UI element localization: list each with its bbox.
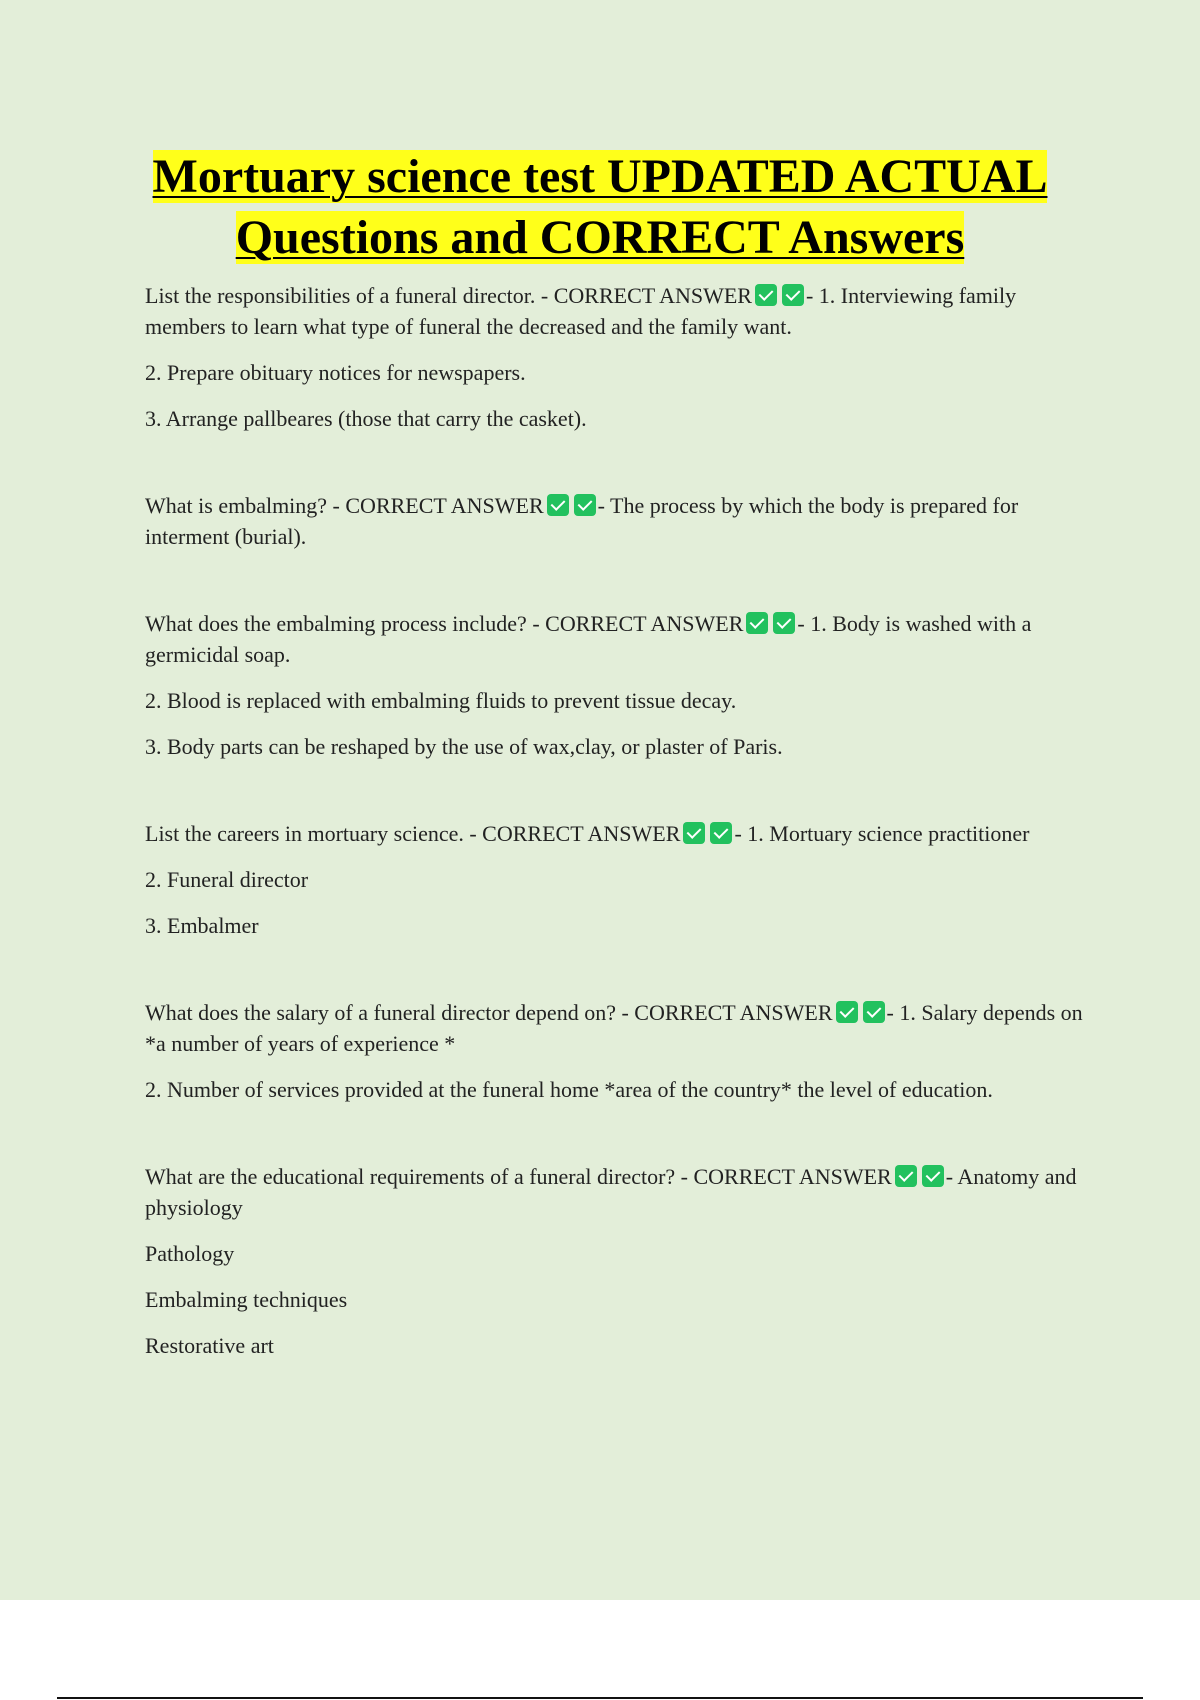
qa-item bbox=[145, 490, 1085, 552]
answer-text: - 1. Salary depends on *a number of years of experience * bbox=[145, 1000, 1083, 1056]
check-icon bbox=[710, 822, 732, 844]
question-text: What does the embalming process include? - CORRECT ANSWER bbox=[145, 611, 744, 636]
qa-item bbox=[145, 997, 1085, 1105]
qa-list bbox=[145, 280, 1085, 1417]
answer-text: - 1. Body is washed with a germicidal soap. bbox=[145, 611, 1032, 667]
answer-line: 3. Arrange pallbeares (those that carry the casket). bbox=[145, 406, 587, 431]
answer-line: Restorative art bbox=[145, 1333, 274, 1358]
check-icon bbox=[574, 494, 596, 516]
check-icon bbox=[746, 612, 768, 634]
answer-line: 3. Embalmer bbox=[145, 913, 259, 938]
qa-first-paragraph bbox=[145, 997, 1085, 1059]
check-icon bbox=[895, 1165, 917, 1187]
answer-text: - 1. Interviewing family members to learn what type of funeral the decreased and the family want. bbox=[145, 283, 1017, 339]
question-text: What does the salary of a funeral director depend on? - CORRECT ANSWER bbox=[145, 1000, 833, 1025]
title-line-1: Mortuary science test UPDATED ACTUAL bbox=[152, 150, 1048, 203]
check-icon bbox=[863, 1001, 885, 1023]
answer-text: - The process by which the body is prepared for interment (burial). bbox=[145, 493, 1019, 549]
qa-first-paragraph bbox=[145, 280, 1085, 342]
qa-first-paragraph bbox=[145, 608, 1085, 670]
answer-line: Pathology bbox=[145, 1241, 235, 1266]
question-text: What are the educational requirements of a funeral director? - CORRECT ANSWER bbox=[145, 1164, 892, 1189]
answer-line: 2. Funeral director bbox=[145, 867, 309, 892]
document-title bbox=[100, 146, 1100, 268]
qa-first-paragraph bbox=[145, 818, 1085, 849]
qa-first-paragraph bbox=[145, 490, 1085, 552]
check-icon bbox=[922, 1165, 944, 1187]
question-text: List the careers in mortuary science. - CORRECT ANSWER bbox=[145, 821, 681, 846]
qa-item bbox=[145, 608, 1085, 762]
question-text: What is embalming? - CORRECT ANSWER bbox=[145, 493, 544, 518]
qa-item bbox=[145, 818, 1085, 941]
answer-line: 3. Body parts can be reshaped by the use of wax,clay, or plaster of Paris. bbox=[145, 734, 783, 759]
title-line-2: Questions and CORRECT Answers bbox=[235, 211, 965, 264]
check-icon bbox=[782, 284, 804, 306]
footer-divider bbox=[57, 1697, 1143, 1699]
answer-line: 2. Blood is replaced with embalming fluids to prevent tissue decay. bbox=[145, 688, 737, 713]
check-icon bbox=[547, 494, 569, 516]
answer-line: 2. Prepare obituary notices for newspapers. bbox=[145, 360, 526, 385]
answer-line: Embalming techniques bbox=[145, 1287, 348, 1312]
qa-item bbox=[145, 1161, 1085, 1361]
answer-text: - Anatomy and physiology bbox=[145, 1164, 1077, 1220]
question-text: List the responsibilities of a funeral director. - CORRECT ANSWER bbox=[145, 283, 752, 308]
check-icon bbox=[755, 284, 777, 306]
qa-item bbox=[145, 280, 1085, 434]
answer-line: 2. Number of services provided at the funeral home *area of the country* the level of education. bbox=[145, 1077, 993, 1102]
check-icon bbox=[683, 822, 705, 844]
qa-first-paragraph bbox=[145, 1161, 1085, 1223]
check-icon bbox=[836, 1001, 858, 1023]
check-icon bbox=[773, 612, 795, 634]
answer-text: - 1. Mortuary science practitioner bbox=[734, 821, 1030, 846]
